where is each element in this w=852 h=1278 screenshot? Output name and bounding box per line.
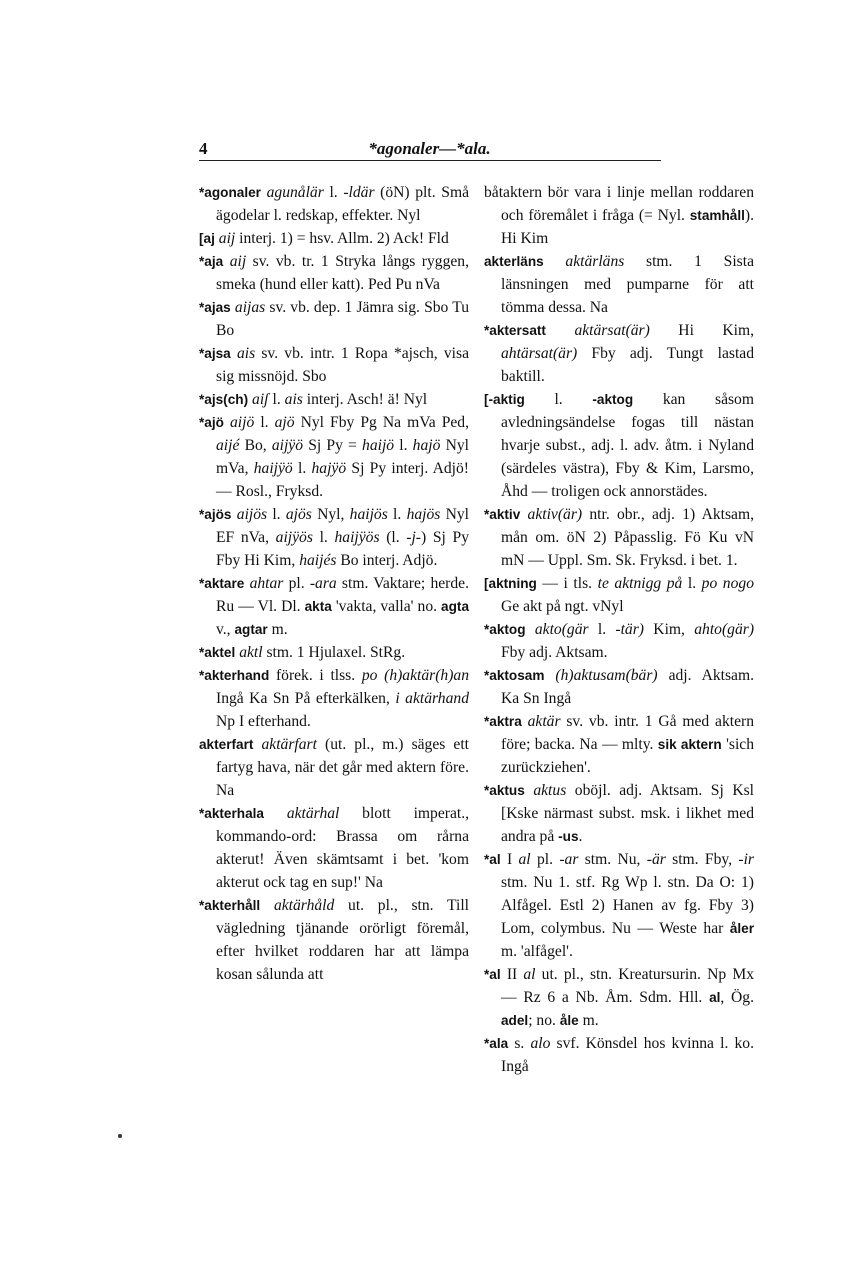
dictionary-entry	[484, 710, 754, 779]
dialect-form: aijö	[230, 414, 255, 431]
dictionary-entry	[199, 503, 469, 572]
dialect-form: ais	[284, 391, 303, 408]
entry-text: ntr. obr., adj. 1) Aktsam, mån om. öN 2) Påpasslig. Fö Ku vN mN — Uppl. Sm. Sk. Fryksd. i bet. 1.	[501, 506, 754, 569]
dialect-form: -ldär	[343, 184, 375, 201]
dialect-form: te aktnigg på	[597, 575, 683, 592]
entry-text: Nyl,	[311, 506, 350, 523]
entry-text: Np I efterhand.	[216, 713, 311, 730]
entry-headword: *aktel	[199, 645, 236, 660]
entry-text: ). Hi Kim	[501, 207, 754, 247]
dialect-form: aktärsat(är)	[574, 322, 650, 339]
dictionary-entry	[484, 572, 754, 618]
dictionary-entry	[199, 342, 469, 388]
dialect-form: ais	[236, 345, 256, 362]
entry-headword: *ala	[484, 1036, 509, 1051]
bold-term: adel	[501, 1013, 529, 1028]
entry-text: pl.	[283, 575, 310, 592]
entry-headword: *aktosam	[484, 668, 545, 683]
entry-text: m.	[267, 621, 288, 638]
dictionary-entry	[199, 181, 469, 227]
entry-text: — i tls.	[542, 575, 598, 592]
bold-term: agta	[441, 599, 469, 614]
dialect-form: -ir	[738, 851, 754, 868]
entry-headword: *aktersatt	[484, 323, 546, 338]
dialect-form: aij	[218, 230, 236, 247]
entry-text: stm. Nu,	[578, 851, 647, 868]
dictionary-entry	[484, 503, 754, 572]
entry-text: stm. Fby,	[665, 851, 739, 868]
dialect-form: aktl	[239, 644, 263, 661]
dialect-form: ajö	[274, 414, 295, 431]
dialect-form: (h)aktusam(bär)	[555, 667, 658, 684]
entry-text: interj. 1) = hsv. Allm. 2) Ack! Fld	[235, 230, 449, 247]
dialect-form: haijÿö	[253, 460, 293, 477]
entry-text: Nyl Fby Pg Na mVa Ped,	[294, 414, 469, 431]
dictionary-entry	[484, 664, 754, 710]
dialect-form: ajös	[285, 506, 312, 523]
entry-text: förek. i tlss.	[275, 667, 362, 684]
dialect-form: i aktärhand	[395, 690, 469, 707]
dictionary-entry	[199, 250, 469, 296]
entry-text: ; no.	[528, 1012, 560, 1029]
bold-term: -us	[558, 829, 579, 844]
entry-text: Fby adj. Aktsam.	[501, 644, 608, 661]
entry-headword: [aktning	[484, 576, 537, 591]
dialect-form: aij	[229, 253, 247, 270]
dialect-form: aiʃ	[252, 391, 269, 408]
right-column	[484, 181, 754, 1078]
entry-text: ut. pl., stn. Kreatursurin. Np Mx — Rz 6 a Nb. Åm. Sdm. Hll.	[501, 966, 754, 1006]
entry-text: oböjl. adj. Aktsam. Sj Ksl [Kske närmast subst. msk. i likhet med andra på	[501, 782, 754, 845]
dialect-form: ahtärsat(är)	[501, 345, 578, 362]
entry-text: l.	[268, 391, 285, 408]
dictionary-entry	[199, 388, 469, 411]
entry-text: l.	[323, 184, 344, 201]
left-column	[199, 181, 469, 986]
dialect-form: aktärläns	[565, 253, 625, 270]
entry-text: , Ög.	[720, 989, 754, 1006]
dialect-form: po (h)aktär(h)an	[361, 667, 469, 684]
dictionary-entry	[484, 618, 754, 664]
entry-text: blott imperat., kommando-ord: Brassa om rårna akterut! Även skämtsamt i bet. 'kom akterut ock tag en sup!' Na	[216, 805, 469, 891]
entry-headword: *aktra	[484, 714, 522, 729]
entry-text: ) Sj Py Fby Hi Kim,	[216, 529, 469, 569]
bold-term: -aktog	[592, 392, 634, 407]
entry-text: stm. Nu 1. stf. Rg Wp l. stn. Da O: 1) Alfågel. Estl 2) Hanen av fg. Fby 3) Lom, colymbus. Nu — Weste har	[501, 874, 754, 937]
entry-headword: *al	[484, 852, 501, 867]
entry-text: l.	[394, 437, 413, 454]
dialect-form: aijÿös	[275, 529, 313, 546]
dictionary-entry	[199, 733, 469, 802]
dialect-form: -är	[646, 851, 666, 868]
dictionary-entry	[484, 1032, 754, 1078]
dialect-form: aktärhåld	[273, 897, 335, 914]
dictionary-entry	[199, 296, 469, 342]
entry-headword: [aj	[199, 231, 215, 246]
entry-text: båtaktern bör vara i linje mellan roddaren och föremålet i fråga (= Nyl.	[484, 184, 754, 224]
bold-term: stamhåll	[689, 208, 745, 223]
entry-headword: *agonaler	[199, 185, 261, 200]
entry-text: stm. Vaktare; herde. Ru — Vl. Dl.	[216, 575, 469, 615]
dictionary-entry	[484, 963, 754, 1032]
entry-text: l.	[682, 575, 702, 592]
dialect-form: aktiv(är)	[527, 506, 583, 523]
entry-headword: akterfart	[199, 737, 254, 752]
dialect-form: al	[518, 851, 531, 868]
dialect-form: alo	[530, 1035, 551, 1052]
dialect-form: agunålär	[266, 184, 324, 201]
dialect-form: aijé	[216, 437, 240, 454]
entry-headword: *akterhand	[199, 668, 270, 683]
entry-headword: *ajas	[199, 300, 231, 315]
dialect-form: akto(gär	[534, 621, 589, 638]
entry-text: Ge akt på ngt. vNyl	[501, 598, 624, 615]
dialect-form: aktärfart	[261, 736, 317, 753]
entry-text: sv. vb. intr. 1 Ropa *ajsch, visa sig missnöjd. Sbo	[216, 345, 469, 385]
entry-headword: *ajös	[199, 507, 232, 522]
entry-text: Sj Py interj. Adjö! — Rosl., Fryksd.	[216, 460, 469, 500]
dialect-form: -j-	[406, 529, 421, 546]
entry-text: Hi Kim,	[649, 322, 754, 339]
entry-text: 'sich zurückziehen'.	[501, 736, 755, 776]
entry-text: I	[506, 851, 519, 868]
dialect-form: -tär)	[615, 621, 644, 638]
running-title: *agonaler—*ala.	[368, 139, 491, 158]
dictionary-entry	[484, 848, 754, 963]
entry-text: m. 'alfågel'.	[501, 943, 573, 960]
entry-text: Sj Py =	[303, 437, 363, 454]
entry-headword: *aktog	[484, 622, 526, 637]
entry-text: sv. vb. intr. 1 Gå med aktern före; backa. Na — mlty.	[501, 713, 754, 753]
entry-text: Nyl EF nVa,	[216, 506, 470, 546]
dialect-form: haijö	[362, 437, 395, 454]
entry-text: II	[506, 966, 524, 983]
dialect-form: aktus	[533, 782, 567, 799]
entry-text: l.	[554, 391, 593, 408]
dialect-form: al	[523, 966, 536, 983]
entry-headword: *ajö	[199, 415, 224, 430]
entry-headword: *akterhala	[199, 806, 264, 821]
page-number: 4	[199, 139, 208, 158]
dialect-form: -ar	[559, 851, 579, 868]
entry-text: s.	[514, 1035, 531, 1052]
dialect-form: ahto(gär)	[694, 621, 755, 638]
dialect-form: aijös	[236, 506, 268, 523]
dictionary-entry	[484, 388, 754, 503]
dialect-form: -ara	[309, 575, 337, 592]
bold-term: åle	[559, 1013, 579, 1028]
entry-headword: *ajsa	[199, 346, 231, 361]
entry-text: stm. 1 Sista länsningen med pumparne för att tömma dessa. Na	[501, 253, 754, 316]
entry-headword: *aja	[199, 254, 224, 269]
dialect-form: aktär	[527, 713, 561, 730]
entry-text: v.,	[216, 621, 235, 638]
entry-text: pl.	[530, 851, 560, 868]
dialect-form: hajÿö	[311, 460, 347, 477]
dictionary-entry	[199, 894, 469, 986]
entry-text: sv. vb. tr. 1 Stryka långs ryggen, smeka (hund eller katt). Ped Pu nVa	[216, 253, 469, 293]
entry-text: interj. Asch! ä! Nyl	[302, 391, 428, 408]
dictionary-entry	[199, 411, 469, 503]
entry-text: (l.	[379, 529, 407, 546]
entry-text: l.	[387, 506, 407, 523]
dialect-form: haijés	[299, 552, 337, 569]
dictionary-entry	[199, 802, 469, 894]
header-rule	[199, 160, 661, 161]
dictionary-entry	[199, 227, 469, 250]
stray-dot	[118, 1134, 122, 1138]
dialect-form: ahtar	[249, 575, 284, 592]
dialect-form: aijas	[234, 299, 266, 316]
entry-headword: *aktiv	[484, 507, 521, 522]
entry-headword: *aktare	[199, 576, 245, 591]
entry-text: l.	[588, 621, 616, 638]
dictionary-entry	[199, 572, 469, 641]
entry-text: Kim,	[644, 621, 695, 638]
dictionary-entry	[484, 181, 754, 250]
bold-term: agtar	[234, 622, 268, 637]
entry-text: Bo,	[239, 437, 272, 454]
entry-text: (ut. pl., m.) säges ett fartyg hava, när det går med aktern före. Na	[216, 736, 469, 799]
entry-text: .	[578, 828, 583, 845]
dictionary-entry	[484, 319, 754, 388]
entry-headword: *al	[484, 967, 501, 982]
entry-text: Fby adj. Tungt lastad baktill.	[501, 345, 754, 385]
bold-term: akta	[304, 599, 332, 614]
entry-text: Nyl mVa,	[216, 437, 469, 477]
dialect-form: aijÿö	[271, 437, 304, 454]
entry-text: l.	[254, 414, 275, 431]
dictionary-entry	[199, 641, 469, 664]
dictionary-entry	[484, 779, 754, 848]
dialect-form: hajö	[412, 437, 441, 454]
dialect-form: haijÿös	[334, 529, 380, 546]
entry-text: kan såsom avledningsändelse fogas till nästan hvarje subst., adj. l. adv. åtm. i Nyland (särdeles västra), Fby & Kim, Larsmo, Åhd — troligen ock annorstädes.	[501, 391, 754, 500]
entry-text: adj. Aktsam. Ka Sn Ingå	[501, 667, 755, 707]
dialect-form: hajös	[406, 506, 441, 523]
entry-text: Ingå Ka Sn På efterkälken,	[216, 690, 396, 707]
entry-headword: *akterhåll	[199, 898, 261, 913]
entry-text: l.	[267, 506, 286, 523]
entry-text: 'vakta, valla' no.	[331, 598, 442, 615]
bold-term: al	[709, 990, 721, 1005]
entry-headword: *ajs(ch)	[199, 392, 249, 407]
entry-headword: *aktus	[484, 783, 525, 798]
dialect-form: aktärhal	[286, 805, 340, 822]
entry-text: svf. Könsdel hos kvinna l. ko. Ingå	[501, 1035, 754, 1075]
bold-term: åler	[729, 921, 754, 936]
entry-text: Bo interj. Adjö.	[336, 552, 438, 569]
entry-text: l.	[312, 529, 335, 546]
entry-text: (öN) plt. Små ägodelar l. redskap, effekter. Nyl	[216, 184, 469, 224]
entry-text: l.	[292, 460, 312, 477]
bold-term: sik aktern	[657, 737, 722, 752]
dictionary-entry	[199, 664, 469, 733]
entry-text: sv. vb. dep. 1 Jämra sig. Sbo Tu Bo	[216, 299, 469, 339]
entry-headword: akterläns	[484, 254, 544, 269]
dialect-form: po nogo	[701, 575, 754, 592]
entry-text: stm. 1 Hjulaxel. StRg.	[262, 644, 406, 661]
dialect-form: haijös	[349, 506, 388, 523]
entry-text: ut. pl., stn. Till vägledning tjänande orörligt föremål, efter hvilket roddaren har att lämpa kosan sålunda att	[216, 897, 469, 983]
entry-headword: [-aktig	[484, 392, 525, 407]
entry-text: m.	[578, 1012, 599, 1029]
dictionary-entry	[484, 250, 754, 319]
